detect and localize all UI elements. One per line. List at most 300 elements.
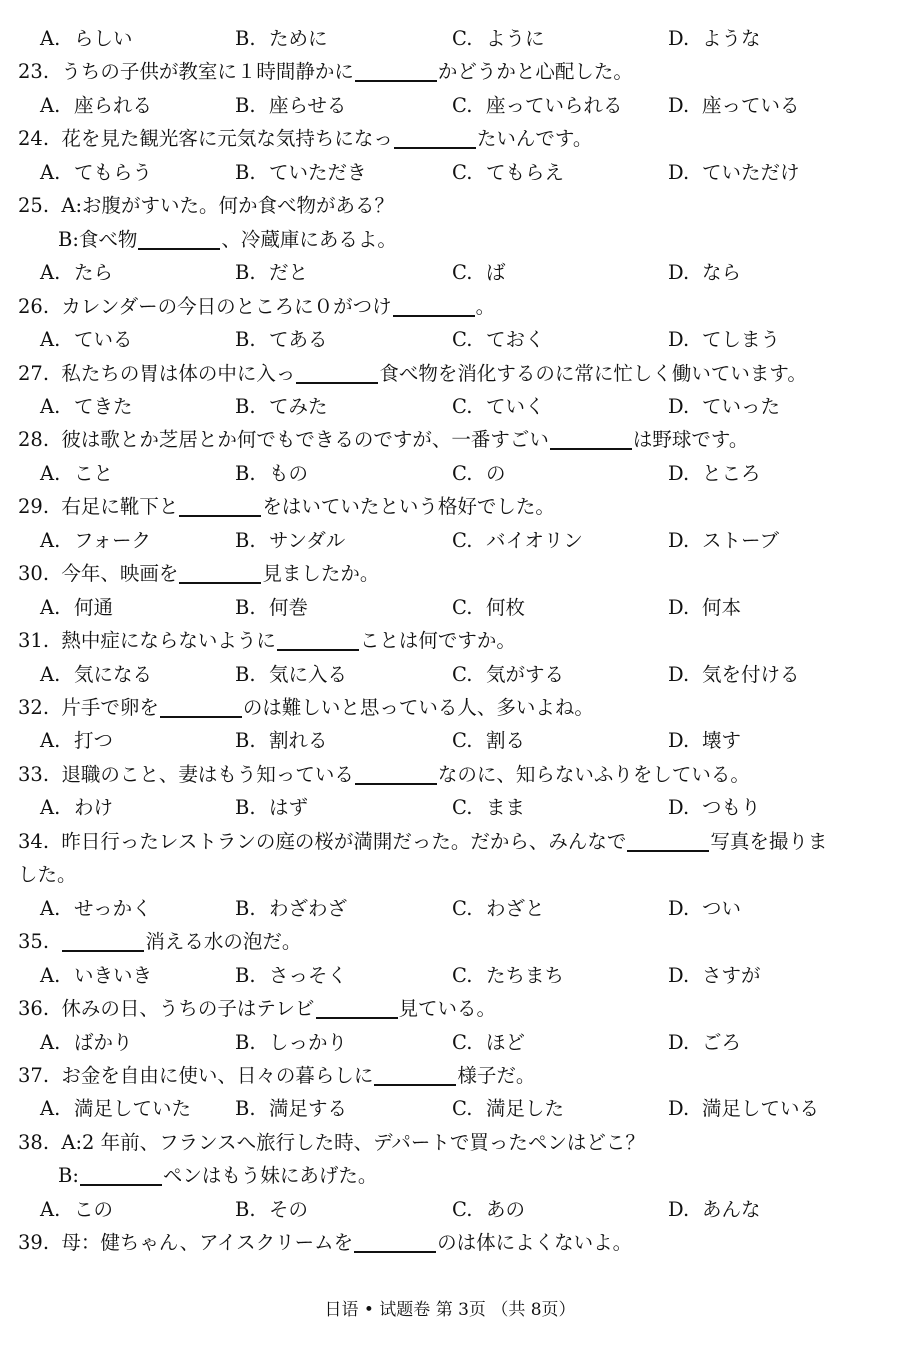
- option-text: フォーク: [74, 528, 152, 552]
- option-letter: C.: [452, 595, 473, 619]
- answer-option: [668, 593, 741, 623]
- option-letter: C.: [452, 1097, 473, 1121]
- option-letter: C.: [452, 394, 473, 418]
- option-text: ていただけ: [702, 160, 800, 184]
- answer-option: [668, 91, 800, 121]
- question-segment: 31. 熱中症にならないように: [18, 629, 276, 653]
- question-segment: 写真を撮りま: [710, 829, 828, 853]
- option-text: わざわざ: [269, 896, 348, 920]
- option-text: 割れる: [269, 729, 328, 753]
- question-segment: かどうかと心配した。: [437, 60, 633, 84]
- answer-option: [668, 793, 761, 823]
- option-letter: A.: [40, 93, 61, 117]
- answer-option: [668, 258, 741, 288]
- options-row: [0, 1028, 900, 1058]
- question-line: [0, 57, 900, 87]
- option-letter: A.: [40, 729, 61, 753]
- answer-option: [668, 158, 800, 188]
- answer-option: [40, 526, 151, 556]
- answer-option: [668, 24, 761, 54]
- question-line: [0, 827, 900, 857]
- option-text: サンダル: [269, 528, 346, 552]
- options-row: [0, 726, 900, 756]
- answer-option: [235, 660, 347, 690]
- question-segment: のは体によくないよ。: [437, 1231, 633, 1255]
- option-letter: A.: [40, 1197, 61, 1221]
- option-letter: A.: [40, 27, 61, 50]
- question-line: [0, 1228, 900, 1258]
- question-line: [0, 1161, 900, 1191]
- option-text: ていった: [702, 394, 781, 418]
- answer-option: [40, 392, 133, 422]
- answer-blank: [277, 627, 359, 651]
- question-segment: 29. 右足に靴下と: [18, 495, 179, 519]
- question-text: [18, 626, 516, 656]
- option-letter: D.: [668, 27, 690, 50]
- question-segment: 様子だ。: [457, 1063, 536, 1087]
- option-letter: D.: [668, 1197, 690, 1221]
- answer-blank: [550, 426, 632, 450]
- question-text: [18, 191, 394, 221]
- option-text: の: [486, 461, 506, 485]
- answer-option: [235, 24, 328, 54]
- option-letter: A.: [40, 528, 61, 552]
- question-segment: なのに、知らないふりをしている。: [437, 762, 750, 786]
- answer-option: [40, 1094, 191, 1124]
- option-letter: C.: [452, 328, 473, 352]
- option-text: わけ: [74, 796, 114, 820]
- option-letter: D.: [668, 528, 690, 552]
- question-segment: 39. 母：健ちゃん、アイスクリームを: [18, 1231, 354, 1255]
- question-text: [18, 760, 750, 790]
- answer-option: [452, 158, 564, 188]
- answer-option: [40, 961, 152, 991]
- question-segment: 30. 今年、映画を: [18, 562, 179, 586]
- answer-option: [452, 1195, 525, 1225]
- option-text: 壊す: [702, 729, 742, 753]
- option-text: あんな: [702, 1197, 761, 1221]
- option-letter: B.: [235, 729, 256, 753]
- option-letter: B.: [235, 662, 256, 686]
- option-text: 何通: [74, 595, 114, 619]
- option-letter: B.: [235, 394, 256, 418]
- option-letter: B.: [235, 1030, 256, 1054]
- answer-option: [235, 325, 328, 355]
- option-letter: C.: [452, 963, 473, 987]
- answer-option: [235, 726, 328, 756]
- options-row: [0, 325, 900, 355]
- option-letter: B.: [235, 796, 256, 820]
- question-text: [18, 827, 827, 857]
- question-text: [58, 1161, 377, 1191]
- option-text: てもらう: [74, 160, 153, 184]
- options-row: [0, 526, 900, 556]
- answer-option: [452, 1094, 564, 1124]
- question-line: [0, 1061, 900, 1091]
- option-text: ば: [486, 261, 506, 285]
- answer-option: [452, 258, 506, 288]
- question-segment: 、冷蔵庫にあるよ。: [221, 227, 397, 251]
- answer-option: [40, 793, 113, 823]
- option-text: 割る: [486, 729, 526, 753]
- option-text: てきた: [74, 394, 133, 418]
- option-letter: B.: [235, 595, 256, 619]
- answer-blank: [62, 928, 144, 952]
- option-letter: C.: [452, 729, 473, 753]
- answer-option: [235, 258, 308, 288]
- option-letter: A.: [40, 328, 61, 352]
- question-line: [0, 359, 900, 389]
- answer-blank: [138, 226, 220, 250]
- option-letter: B.: [235, 328, 256, 352]
- option-text: せっかく: [74, 896, 152, 920]
- option-text: わざと: [486, 896, 545, 920]
- option-letter: B.: [235, 461, 256, 485]
- option-letter: D.: [668, 461, 690, 485]
- options-row: [0, 1094, 900, 1124]
- answer-option: [40, 24, 133, 54]
- options-row: [0, 894, 900, 924]
- question-segment: 25. A:お腹がすいた。何か食べ物がある？: [18, 194, 395, 218]
- answer-option: [235, 961, 347, 991]
- answer-option: [668, 726, 741, 756]
- option-letter: A.: [40, 461, 61, 485]
- answer-option: [452, 660, 564, 690]
- option-text: しっかり: [269, 1030, 348, 1054]
- answer-option: [40, 158, 152, 188]
- answer-option: [452, 726, 525, 756]
- option-letter: C.: [452, 528, 473, 552]
- answer-blank: [179, 493, 261, 517]
- option-text: てしまう: [702, 328, 781, 352]
- options-row: [0, 660, 900, 690]
- option-text: ほど: [486, 1030, 526, 1054]
- answer-option: [452, 24, 545, 54]
- option-letter: D.: [668, 1030, 690, 1054]
- option-letter: D.: [668, 1097, 690, 1121]
- answer-option: [452, 526, 583, 556]
- option-text: さっそく: [269, 963, 348, 987]
- answer-option: [668, 325, 780, 355]
- answer-option: [452, 325, 545, 355]
- option-letter: D.: [668, 662, 690, 686]
- answer-blank: [393, 293, 475, 317]
- option-letter: D.: [668, 963, 690, 987]
- answer-option: [668, 961, 761, 991]
- option-text: ている: [74, 328, 133, 352]
- option-text: 座られる: [74, 93, 153, 117]
- question-segment: 食べ物を消化するのに常に忙しく働いています。: [379, 361, 807, 385]
- option-text: 座っていられる: [486, 93, 623, 117]
- answer-option: [235, 793, 308, 823]
- question-segment: 32. 片手で卵を: [18, 696, 159, 719]
- option-letter: A.: [40, 595, 61, 619]
- question-text: [18, 693, 594, 723]
- option-text: この: [74, 1197, 114, 1221]
- answer-option: [235, 1094, 347, 1124]
- question-segment: 。: [475, 294, 496, 318]
- option-letter: D.: [668, 796, 690, 820]
- option-letter: D.: [668, 93, 690, 117]
- option-text: 気になる: [74, 662, 153, 686]
- option-text: たら: [74, 261, 114, 285]
- option-letter: C.: [452, 160, 473, 184]
- answer-option: [668, 1094, 819, 1124]
- question-segment: 27. 私たちの胃は体の中に入っ: [18, 361, 296, 385]
- option-letter: B.: [235, 528, 256, 552]
- options-row: [0, 593, 900, 623]
- question-segment: をはいていたという格好でした。: [262, 495, 555, 519]
- question-segment: 35.: [18, 930, 62, 954]
- option-text: バイオリン: [486, 528, 583, 552]
- question-segment: 23. うちの子供が教室に１時間静かに: [18, 60, 354, 84]
- option-text: 何巻: [269, 595, 309, 619]
- answer-option: [235, 392, 328, 422]
- question-segment: のは難しいと思っている人、多いよね。: [242, 696, 594, 719]
- answer-option: [235, 1028, 347, 1058]
- option-text: ごろ: [702, 1030, 742, 1054]
- answer-blank: [179, 560, 261, 584]
- answer-option: [452, 91, 623, 121]
- question-text: [18, 57, 633, 87]
- option-text: 何枚: [486, 595, 526, 619]
- answer-option: [235, 526, 345, 556]
- options-row: [0, 459, 900, 489]
- answer-blank: [394, 125, 476, 149]
- answer-option: [668, 894, 741, 924]
- option-text: 座っている: [702, 93, 800, 117]
- option-letter: D.: [668, 729, 690, 753]
- option-letter: D.: [668, 160, 690, 184]
- question-segment: 24. 花を見た観光客に元気な気持ちになっ: [18, 127, 393, 151]
- option-letter: B.: [235, 963, 256, 987]
- question-segment: ことは何ですか。: [359, 629, 516, 653]
- answer-blank: [627, 828, 709, 852]
- answer-option: [668, 1028, 741, 1058]
- answer-blank: [355, 761, 437, 785]
- question-line: [0, 191, 900, 221]
- answer-option: [40, 726, 113, 756]
- option-letter: C.: [452, 896, 473, 920]
- option-text: つい: [702, 896, 742, 920]
- option-text: 気がする: [486, 662, 565, 686]
- option-letter: C.: [452, 1030, 473, 1054]
- answer-option: [40, 660, 152, 690]
- options-row: [0, 158, 900, 188]
- question-text: [18, 1228, 632, 1258]
- option-text: いきいき: [74, 963, 153, 987]
- option-letter: A.: [40, 963, 61, 987]
- option-letter: D.: [668, 896, 690, 920]
- answer-option: [40, 1195, 113, 1225]
- options-row: [0, 91, 900, 121]
- answer-option: [40, 325, 133, 355]
- option-text: 気を付ける: [702, 662, 800, 686]
- answer-option: [668, 526, 779, 556]
- option-text: てもらえ: [486, 160, 565, 184]
- question-line: [0, 425, 900, 455]
- option-text: ところ: [702, 461, 761, 485]
- question-segment: 26. カレンダーの今日のところに０がつけ: [18, 294, 392, 318]
- answer-option: [235, 158, 367, 188]
- option-letter: C.: [452, 27, 473, 50]
- question-segment: 33. 退職のこと、妻はもう知っている: [18, 762, 354, 786]
- question-text: [18, 1061, 535, 1091]
- option-letter: D.: [668, 595, 690, 619]
- answer-option: [668, 1195, 761, 1225]
- option-text: 気に入る: [269, 662, 348, 686]
- answer-option: [668, 392, 780, 422]
- option-text: まま: [486, 796, 526, 820]
- option-text: ために: [269, 27, 328, 50]
- option-letter: C.: [452, 461, 473, 485]
- option-letter: D.: [668, 261, 690, 285]
- question-line: [0, 1128, 900, 1158]
- option-text: なら: [702, 261, 742, 285]
- option-letter: D.: [668, 328, 690, 352]
- answer-option: [452, 459, 506, 489]
- question-text: [18, 994, 496, 1024]
- option-letter: A.: [40, 1097, 61, 1121]
- option-text: 満足する: [269, 1097, 348, 1121]
- answer-option: [235, 894, 347, 924]
- option-letter: B.: [235, 93, 256, 117]
- option-letter: A.: [40, 160, 61, 184]
- option-letter: C.: [452, 1197, 473, 1221]
- question-line: [0, 927, 900, 957]
- answer-blank: [296, 360, 378, 384]
- answer-option: [235, 1195, 308, 1225]
- question-line: [0, 492, 900, 522]
- option-text: ていく: [486, 394, 545, 418]
- option-text: ような: [702, 27, 761, 50]
- question-text: [18, 359, 807, 389]
- option-letter: C.: [452, 93, 473, 117]
- question-segment: 28. 彼は歌とか芝居とか何でもできるのですが、一番すごい: [18, 428, 549, 452]
- option-letter: B.: [235, 27, 256, 50]
- question-segment: 38. A:2 年前、フランスへ旅行した時、デパートで買ったペンはどこ？: [18, 1130, 645, 1154]
- options-row: [0, 961, 900, 991]
- option-text: らしい: [74, 27, 133, 50]
- answer-option: [40, 258, 113, 288]
- option-letter: C.: [452, 261, 473, 285]
- question-segment: 36. 休みの日、うちの子はテレビ: [18, 997, 315, 1021]
- option-text: あの: [486, 1197, 526, 1221]
- answer-option: [452, 593, 525, 623]
- question-segment: B:: [58, 1164, 79, 1188]
- answer-option: [668, 660, 800, 690]
- option-text: たちまち: [486, 963, 565, 987]
- option-letter: A.: [40, 796, 61, 820]
- question-line: [0, 860, 900, 890]
- option-text: はず: [269, 796, 309, 820]
- question-segment: たいんです。: [476, 127, 593, 151]
- answer-option: [452, 392, 545, 422]
- page-footer: 日语 • 试题卷 第 3页 （共 8页）: [324, 1300, 576, 1320]
- answer-blank: [80, 1162, 162, 1186]
- option-text: ていただき: [269, 160, 367, 184]
- answer-option: [235, 459, 308, 489]
- option-text: ておく: [486, 328, 545, 352]
- answer-option: [452, 1028, 525, 1058]
- option-letter: A.: [40, 1030, 61, 1054]
- answer-option: [40, 91, 152, 121]
- option-text: 何本: [702, 595, 742, 619]
- option-letter: B.: [235, 1197, 256, 1221]
- option-letter: B.: [235, 896, 256, 920]
- options-row: [0, 1195, 900, 1225]
- option-letter: A.: [40, 261, 61, 285]
- question-segment: 見ている。: [398, 997, 497, 1021]
- option-text: その: [269, 1197, 309, 1221]
- answer-option: [40, 459, 113, 489]
- answer-blank: [160, 694, 242, 718]
- option-letter: B.: [235, 160, 256, 184]
- option-text: さすが: [702, 963, 761, 987]
- question-line: [0, 626, 900, 656]
- question-text: [18, 425, 748, 455]
- option-text: つもり: [702, 796, 761, 820]
- option-text: 座らせる: [269, 93, 347, 117]
- question-text: [18, 124, 592, 154]
- question-text: [18, 927, 301, 957]
- options-row: [0, 24, 900, 54]
- option-letter: B.: [235, 261, 256, 285]
- answer-option: [235, 91, 346, 121]
- options-row: [0, 392, 900, 422]
- question-line: [0, 559, 900, 589]
- answer-option: [452, 894, 545, 924]
- question-text: [58, 225, 397, 255]
- question-line: [0, 292, 900, 322]
- option-letter: B.: [235, 1097, 256, 1121]
- answer-option: [40, 593, 113, 623]
- option-letter: A.: [40, 394, 61, 418]
- answer-option: [40, 1028, 133, 1058]
- answer-option: [668, 459, 761, 489]
- option-letter: C.: [452, 796, 473, 820]
- answer-option: [452, 793, 525, 823]
- option-text: こと: [74, 461, 114, 485]
- question-text: [18, 492, 555, 522]
- question-segment: ペンはもう妹にあげた。: [162, 1164, 378, 1188]
- option-text: てみた: [269, 394, 328, 418]
- question-text: [18, 1128, 645, 1158]
- answer-option: [40, 894, 152, 924]
- question-line: [0, 124, 900, 154]
- question-text: [18, 860, 77, 890]
- question-line: [0, 225, 900, 255]
- answer-blank: [354, 1229, 436, 1253]
- option-letter: D.: [668, 394, 690, 418]
- option-text: 満足している: [702, 1097, 820, 1121]
- option-text: だと: [269, 261, 309, 285]
- question-segment: B:食べ物: [58, 227, 138, 251]
- answer-option: [452, 961, 564, 991]
- option-text: ストーブ: [702, 528, 780, 552]
- option-text: もの: [269, 461, 309, 485]
- option-letter: A.: [40, 896, 61, 920]
- option-text: てある: [269, 328, 328, 352]
- question-segment: は野球です。: [632, 428, 749, 452]
- question-text: [18, 559, 379, 589]
- option-text: 満足していた: [74, 1097, 192, 1121]
- question-segment: した。: [18, 863, 77, 887]
- options-row: [0, 793, 900, 823]
- option-text: ばかり: [74, 1030, 133, 1054]
- question-segment: 37. お金を自由に使い、日々の暮らしに: [18, 1063, 374, 1087]
- answer-blank: [355, 58, 437, 82]
